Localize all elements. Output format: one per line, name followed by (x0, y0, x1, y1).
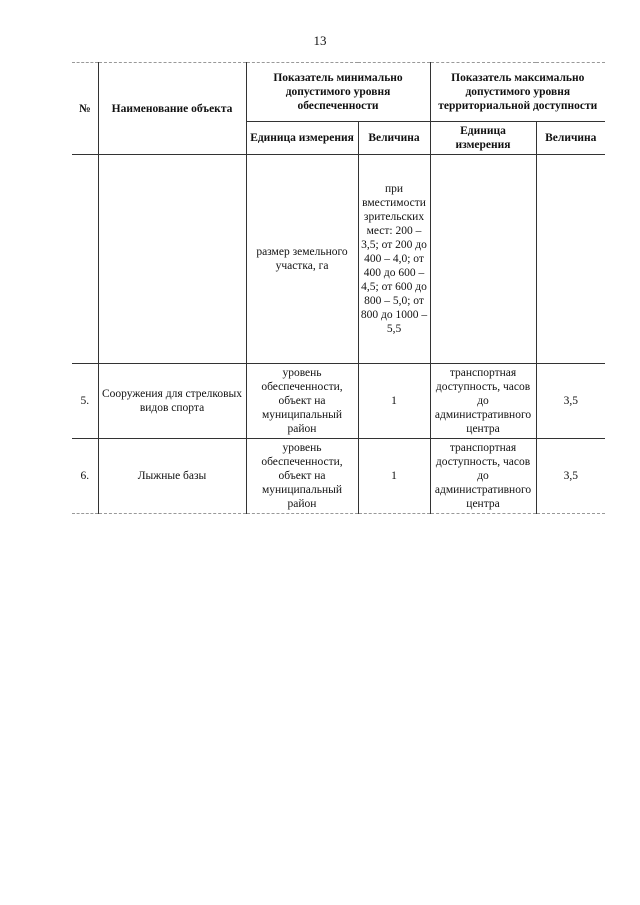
row-max-unit: транспортная доступность, часов до административного центра (430, 364, 536, 439)
row-max-value: 3,5 (536, 364, 605, 439)
header-min-value: Величина (358, 122, 430, 155)
header-min-group: Показатель минимально допустимого уровня обеспеченности (246, 63, 430, 122)
row-max-unit: транспортная доступность, часов до административного центра (430, 439, 536, 514)
header-max-unit: Единица измерения (430, 122, 536, 155)
row-num: 5. (72, 364, 98, 439)
row-num: 6. (72, 439, 98, 514)
row-num (72, 155, 98, 364)
page-number: 13 (313, 33, 327, 48)
row-name (98, 155, 246, 364)
table-row (72, 439, 605, 514)
row-min-unit: уровень обеспеченности, объект на муниципальный район (246, 364, 358, 439)
row-min-value: 1 (358, 439, 430, 514)
row-max-unit (430, 155, 536, 364)
row-min-unit: размер земельного участка, га (246, 155, 358, 364)
header-num: № (72, 63, 98, 155)
norms-table (72, 62, 605, 514)
table-row (72, 364, 605, 439)
header-max-value: Величина (536, 122, 605, 155)
row-min-value: 1 (358, 364, 430, 439)
row-max-value: 3,5 (536, 439, 605, 514)
header-row-1 (72, 63, 605, 122)
row-min-unit: уровень обеспеченности, объект на муниципальный район (246, 439, 358, 514)
row-name: Лыжные базы (98, 439, 246, 514)
row-min-value: при вместимости зрительских мест: 200 – 3,5; от 200 до 400 – 4,0; от 400 до 600 – 4,5; от 600 до 800 – 5,0; от 800 до 1000 – 5,5 (358, 155, 430, 364)
header-name: Наименование объекта (98, 63, 246, 155)
table-row (72, 155, 605, 364)
row-name: Сооружения для стрелковых видов спорта (98, 364, 246, 439)
row-max-value (536, 155, 605, 364)
header-max-group: Показатель максимально допустимого уровня территориальной доступности (430, 63, 605, 122)
header-min-unit: Единица измерения (246, 122, 358, 155)
